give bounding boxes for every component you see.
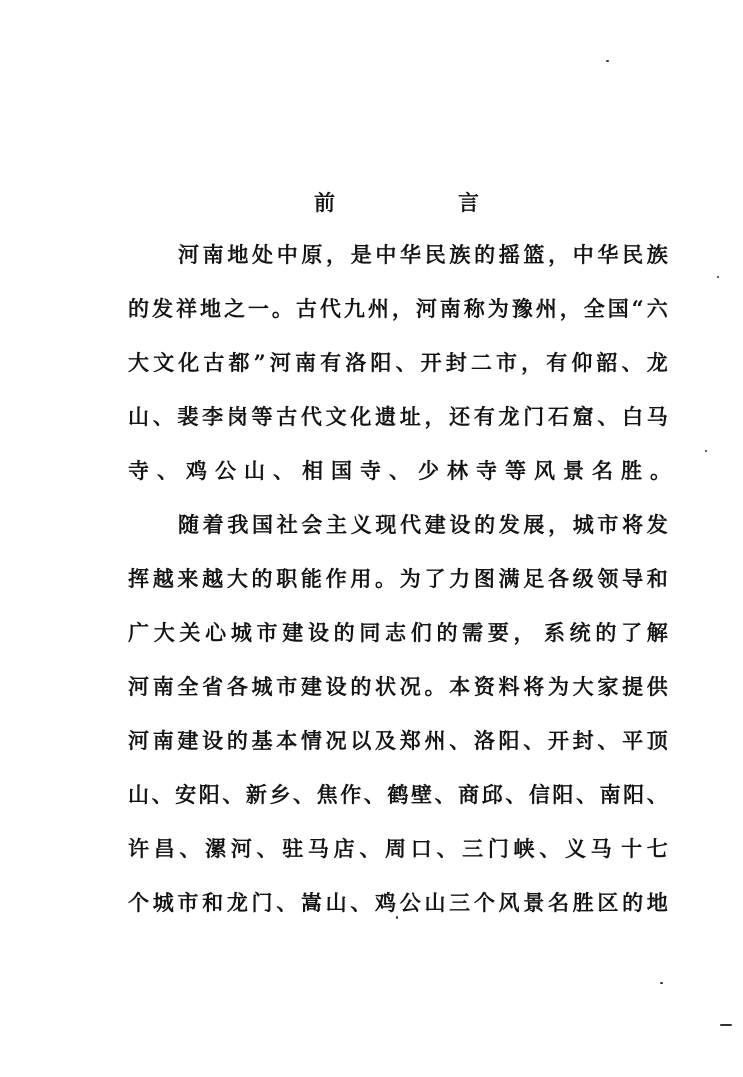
paragraph-2-line-1: 随 着 我 国 社 会 主 义 现 代 建 设 的 发 展 ， 城 市 将 发 <box>178 512 668 537</box>
paragraph-2-line-5: 河 南 建 设 的 基 本 情 况 以 及 郑 州 、 洛 阳 、 开 封 、 平 顶 <box>128 728 668 753</box>
scan-speck <box>606 60 609 62</box>
scan-speck <box>705 450 707 452</box>
title-char-2: 言 <box>458 190 479 215</box>
paragraph-2-line-3: 广 大 关 心 城 市 建 设 的 同 志 们 的 需 要 ， 系 统 的 了 解 <box>128 620 668 645</box>
scan-speck <box>720 1024 732 1026</box>
title-char-1: 前 <box>314 190 335 215</box>
paragraph-2-line-7: 许 昌 、 漯 河 、 驻 马 店 、 周 口 、 三 门 峡 、 义 马 十 七 <box>128 836 668 861</box>
paragraph-1-line-2: 的 发 祥 地 之 一 。 古 代 九 州 ， 河 南 称 为 豫 州 ， 全 国 “ 六 <box>128 295 668 321</box>
paragraph-1-line-3: 大 文 化 古 都 ” 河 南 有 洛 阳 、 开 封 二 市 ， 有 仰 韶 、 龙 <box>128 349 668 375</box>
scan-speck <box>396 916 398 919</box>
page-title <box>0 187 743 217</box>
paragraph-1-line-5: 寺、鸡公山、相国寺、少林寺等风景名胜。 <box>128 458 679 483</box>
paragraph-2-line-2: 挥 越 来 越 大 的 职 能 作 用 。 为 了 力 图 满 足 各 级 领 导 和 <box>128 566 668 591</box>
paragraph-1-line-4: 山 、 裴 李 岗 等 古 代 文 化 遗 址 ， 还 有 龙 门 石 窟 、 白 马 <box>128 404 668 429</box>
paragraph-2-line-4: 河 南 全 省 各 城 市 建 设 的 状 况 。 本 资 料 将 为 大 家 提 供 <box>128 674 668 699</box>
paragraph-2-line-6: 山 、 安 阳 、 新 乡 、 焦 作 、 鹤 壁 、 商 邱 、 信 阳 、 南 阳 、 <box>128 782 668 807</box>
scan-speck <box>717 276 719 278</box>
paragraph-1-line-1: 河 南 地 处 中 原 ， 是 中 华 民 族 的 摇 篮 ， 中 华 民 族 <box>178 242 668 267</box>
paragraph-2-line-8: 个 城 市 和 龙 门 、 嵩 山 、 鸡 公 山 三 个 风 景 名 胜 区 的 地 <box>128 890 668 915</box>
scan-speck <box>660 982 663 984</box>
